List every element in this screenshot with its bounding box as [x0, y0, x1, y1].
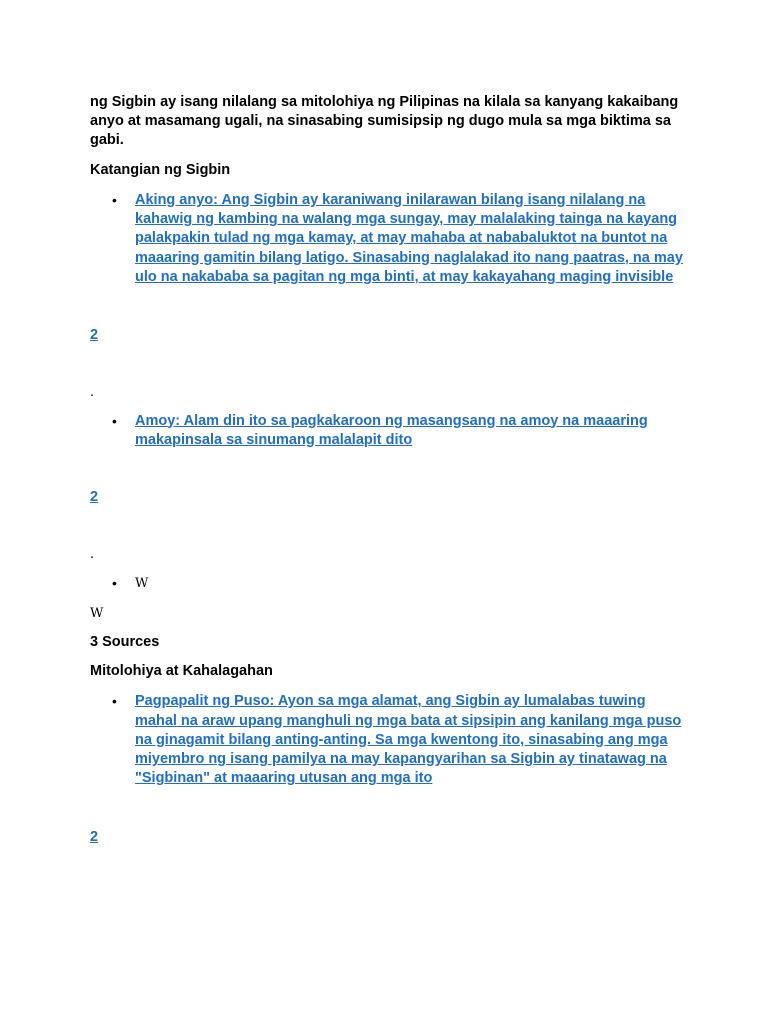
- section-heading-katangian: Katangian ng Sigbin: [90, 161, 231, 178]
- citation-link[interactable]: 2: [90, 489, 99, 506]
- anyo-link[interactable]: Aking anyo: Ang Sigbin ay karaniwang inilarawan bilang isang nilalang na kahawig ng kambing na walang mga sungay, may malalaking tainga na kayang palakpakin tulad ng mga kamay, at may mahaba at nababaluktot na buntot na maaaring gamitin bilang latigo. Sinasabing naglalakad ito nang paatras, na may ulo na nakababa sa pagitan ng mga binti, at may kakayahang maging invisible: [135, 191, 683, 285]
- amoy-link[interactable]: Amoy: Alam din ito sa pagkakaroon ng masangsang na amoy na maaaring makapinsala sa sinumang malalapit dito: [135, 412, 648, 448]
- wikipedia-icon[interactable]: W: [135, 576, 149, 592]
- mitolohiya-list: [90, 692, 690, 788]
- document-page: [90, 93, 690, 845]
- separator-dot: .: [90, 546, 95, 563]
- list-item-amoy: [90, 412, 690, 451]
- amoy-list: [90, 412, 690, 451]
- list-item-wiki: [90, 574, 690, 593]
- wikipedia-icon[interactable]: W: [90, 605, 104, 621]
- sources-label: 3 Sources: [90, 633, 160, 650]
- citation-link[interactable]: 2: [90, 327, 99, 344]
- list-item-anyo: [90, 191, 690, 287]
- wiki-list: [90, 574, 690, 593]
- section-heading-mitolohiya: Mitolohiya at Kahalagahan: [90, 663, 273, 679]
- wiki-line: [90, 604, 690, 623]
- pagpapalit-link[interactable]: Pagpapalit ng Puso: Ayon sa mga alamat, ang Sigbin ay lumalabas tuwing mahal na araw upang manghuli ng mga bata at sipsipin ang kanilang mga puso na ginagamit bilang anting-anting. Sa mga kwentong ito, sinasabing ang mga miyembro ng isang pamilya na may kapangyarihan sa Sigbin ay tinatawag na "Sigbinan" at maaaring utusan ang mga ito: [135, 693, 682, 787]
- katangian-list: [90, 191, 690, 287]
- list-item-pagpapalit: [90, 692, 690, 788]
- separator-dot: .: [90, 384, 95, 401]
- citation-link[interactable]: 2: [90, 828, 99, 845]
- intro-paragraph: ng Sigbin ay isang nilalang sa mitolohiya ng Pilipinas na kilala sa kanyang kakaibang anyo at masamang ugali, na sinasabing sumisipsip ng dugo mula sa mga biktima sa gabi.: [90, 94, 679, 149]
